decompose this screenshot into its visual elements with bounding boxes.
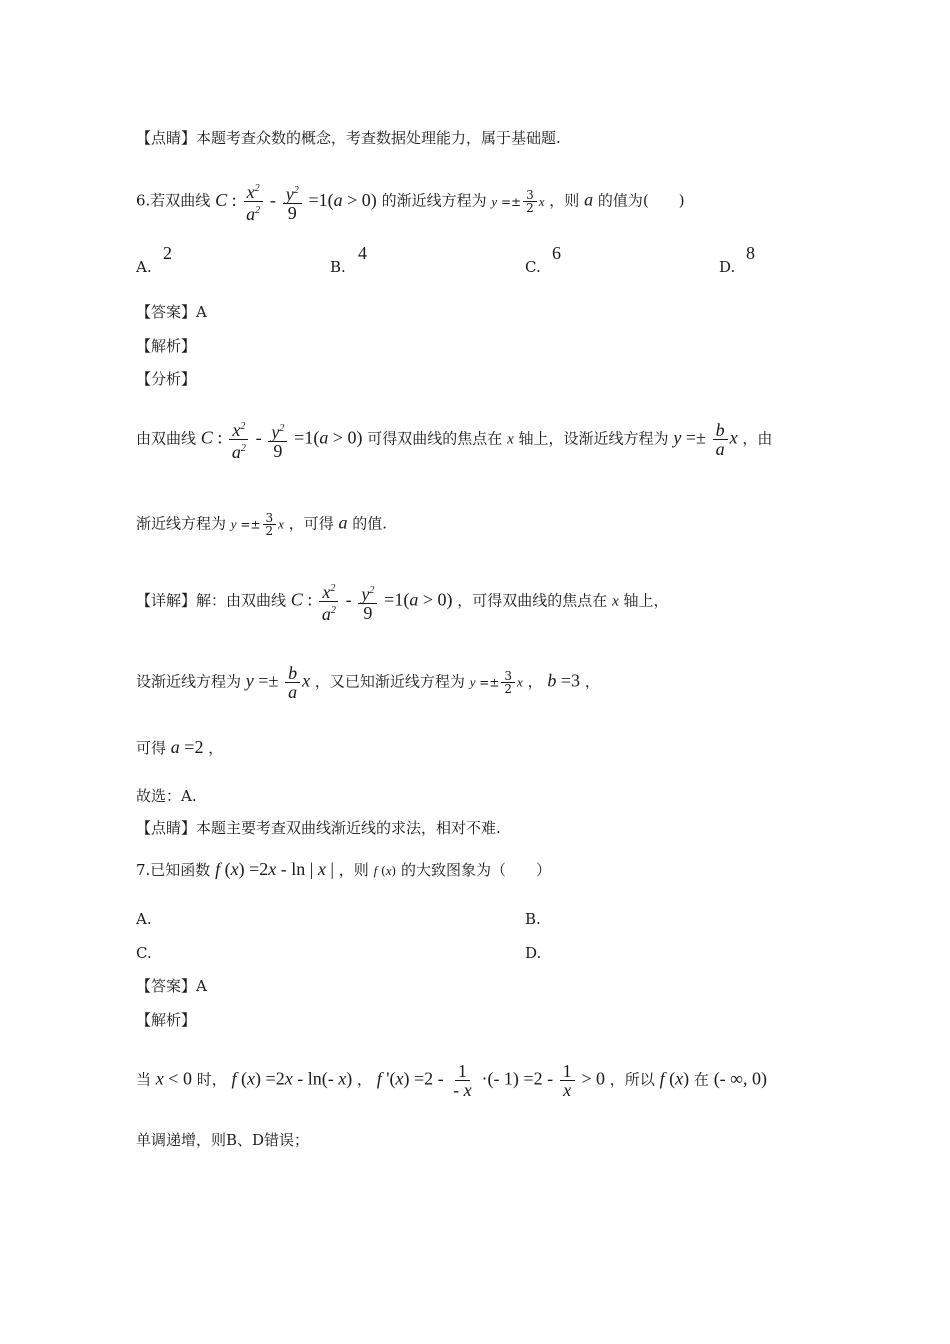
- q7-tail: 的大致图象为（ ）: [400, 861, 551, 879]
- q6-answer: 【答案】A: [136, 303, 207, 321]
- text: ，可得双曲线的焦点在: [457, 591, 608, 610]
- text: ，: [356, 1070, 372, 1089]
- q6-fenxi: 【分析】: [136, 370, 197, 388]
- text: 当: [136, 1070, 152, 1089]
- q6-detail-line3: 可得 a =2 ，: [136, 737, 224, 757]
- q7-option-b[interactable]: B.: [525, 910, 541, 928]
- q6-detail-line2: 设渐近线方程为 y =± $\frac{b}{a}$ x ，又已知渐近线方程为 y =± $\frac{3}{2}$ x ， b =3 ，: [136, 663, 600, 702]
- text: ，: [584, 672, 600, 691]
- q6-prefix: 6.若双曲线: [136, 191, 211, 210]
- q6-then: ，则: [549, 191, 580, 210]
- text: ，所以: [609, 1070, 655, 1089]
- text: 轴上，设渐近线方程为: [518, 429, 669, 448]
- asymptote-equation: y =± $\frac{3}{2}$ x: [491, 188, 545, 215]
- q6-analysis-line1: 由双曲线 C : $\frac{x^2}{a^2}$ - $\frac{y^2}{9}$ =1(a > 0) 可得双曲线的焦点在 x 轴上，设渐近线方程为 y =± $\frac{b}{a}$ x ，由: [136, 420, 773, 462]
- q6-option-b-label[interactable]: B.: [330, 258, 346, 276]
- q6-mid: 的渐近线方程为: [381, 191, 487, 210]
- q6-option-d-value: 8: [746, 243, 755, 263]
- text: 可得: [136, 739, 167, 757]
- q6-option-c-value: 6: [552, 243, 561, 263]
- q6-tail: 的值为( ): [597, 191, 685, 210]
- q6-detail-line1: 【详解】解：由双曲线 C : $\frac{x^2}{a^2}$ - $\frac{y^2}{9}$ =1(a > 0) ，可得双曲线的焦点在 x 轴上，: [136, 582, 669, 624]
- q7-prefix: 7.已知函数: [136, 861, 211, 879]
- q6-option-c-label[interactable]: C.: [525, 258, 541, 276]
- text: 轴上，: [623, 591, 669, 610]
- text: 的值.: [352, 514, 388, 533]
- text: 时，: [196, 1070, 227, 1089]
- q7-solution-line1: 当 x < 0 时， f (x) =2x - ln(- x) ， f '(x) =2 - $\frac{1}{- x}$ ·(- 1) =2 - $\frac{1}{x}$ > 0 ，所以 f (x) 在 (- ∞, 0): [136, 1061, 768, 1100]
- hyperbola-equation: C : $\frac{x^2}{a^2}$ - $\frac{y^2}{9}$ =1(a > 0): [215, 182, 377, 224]
- q6-jiexi: 【解析】: [136, 337, 197, 355]
- q6-choose: 故选：A.: [136, 787, 197, 805]
- q5-note: 【点睛】本题考查众数的概念，考查数据处理能力，属于基础题.: [136, 129, 561, 147]
- text: 渐近线方程为: [136, 514, 227, 533]
- q7-answer: 【答案】A: [136, 977, 207, 995]
- function-definition: f (x) =2x - ln | x |: [215, 859, 334, 879]
- q6-stem: 6.若双曲线 C : $\frac{x^2}{a^2}$ - $\frac{y^2}{9}$ =1(a > 0) 的渐近线方程为 y =± $\frac{3}{2}$ x ，则 a 的值为( ): [136, 182, 685, 224]
- text: 可得双曲线的焦点在: [367, 429, 503, 448]
- q7-option-d[interactable]: D.: [525, 944, 542, 962]
- text: 【详解】解：由双曲线: [136, 591, 287, 610]
- q6-option-d-label[interactable]: D.: [719, 258, 736, 276]
- text: 在: [693, 1070, 709, 1089]
- q6-option-a-label[interactable]: A.: [136, 258, 152, 276]
- q6-option-a-value: 2: [163, 243, 172, 263]
- q6-option-b-value: 4: [358, 243, 367, 263]
- q7-mid: ，则: [338, 861, 369, 879]
- text: 设渐近线方程为: [136, 672, 242, 691]
- q6-analysis-line2: 渐近线方程为 y =± $\frac{3}{2}$ x ，可得 a 的值.: [136, 511, 388, 538]
- q6-note: 【点睛】本题主要考查双曲线渐近线的求法，相对不难.: [136, 819, 501, 837]
- q7-jiexi: 【解析】: [136, 1011, 197, 1029]
- q7-option-c[interactable]: C.: [136, 944, 152, 962]
- text: ，: [527, 672, 543, 691]
- text: ，: [208, 739, 224, 757]
- text: 由双曲线: [136, 429, 197, 448]
- q7-option-a[interactable]: A.: [136, 910, 152, 928]
- text: ，又已知渐近线方程为: [314, 672, 465, 691]
- q7-solution-line2: 单调递增，则B、D错误；: [136, 1131, 310, 1149]
- q7-stem: 7.已知函数 f (x) =2x - ln | x | ，则 f (x) 的大致图象为（ ）: [136, 859, 551, 879]
- text: ，可得: [288, 514, 334, 533]
- text: ，由: [742, 429, 773, 448]
